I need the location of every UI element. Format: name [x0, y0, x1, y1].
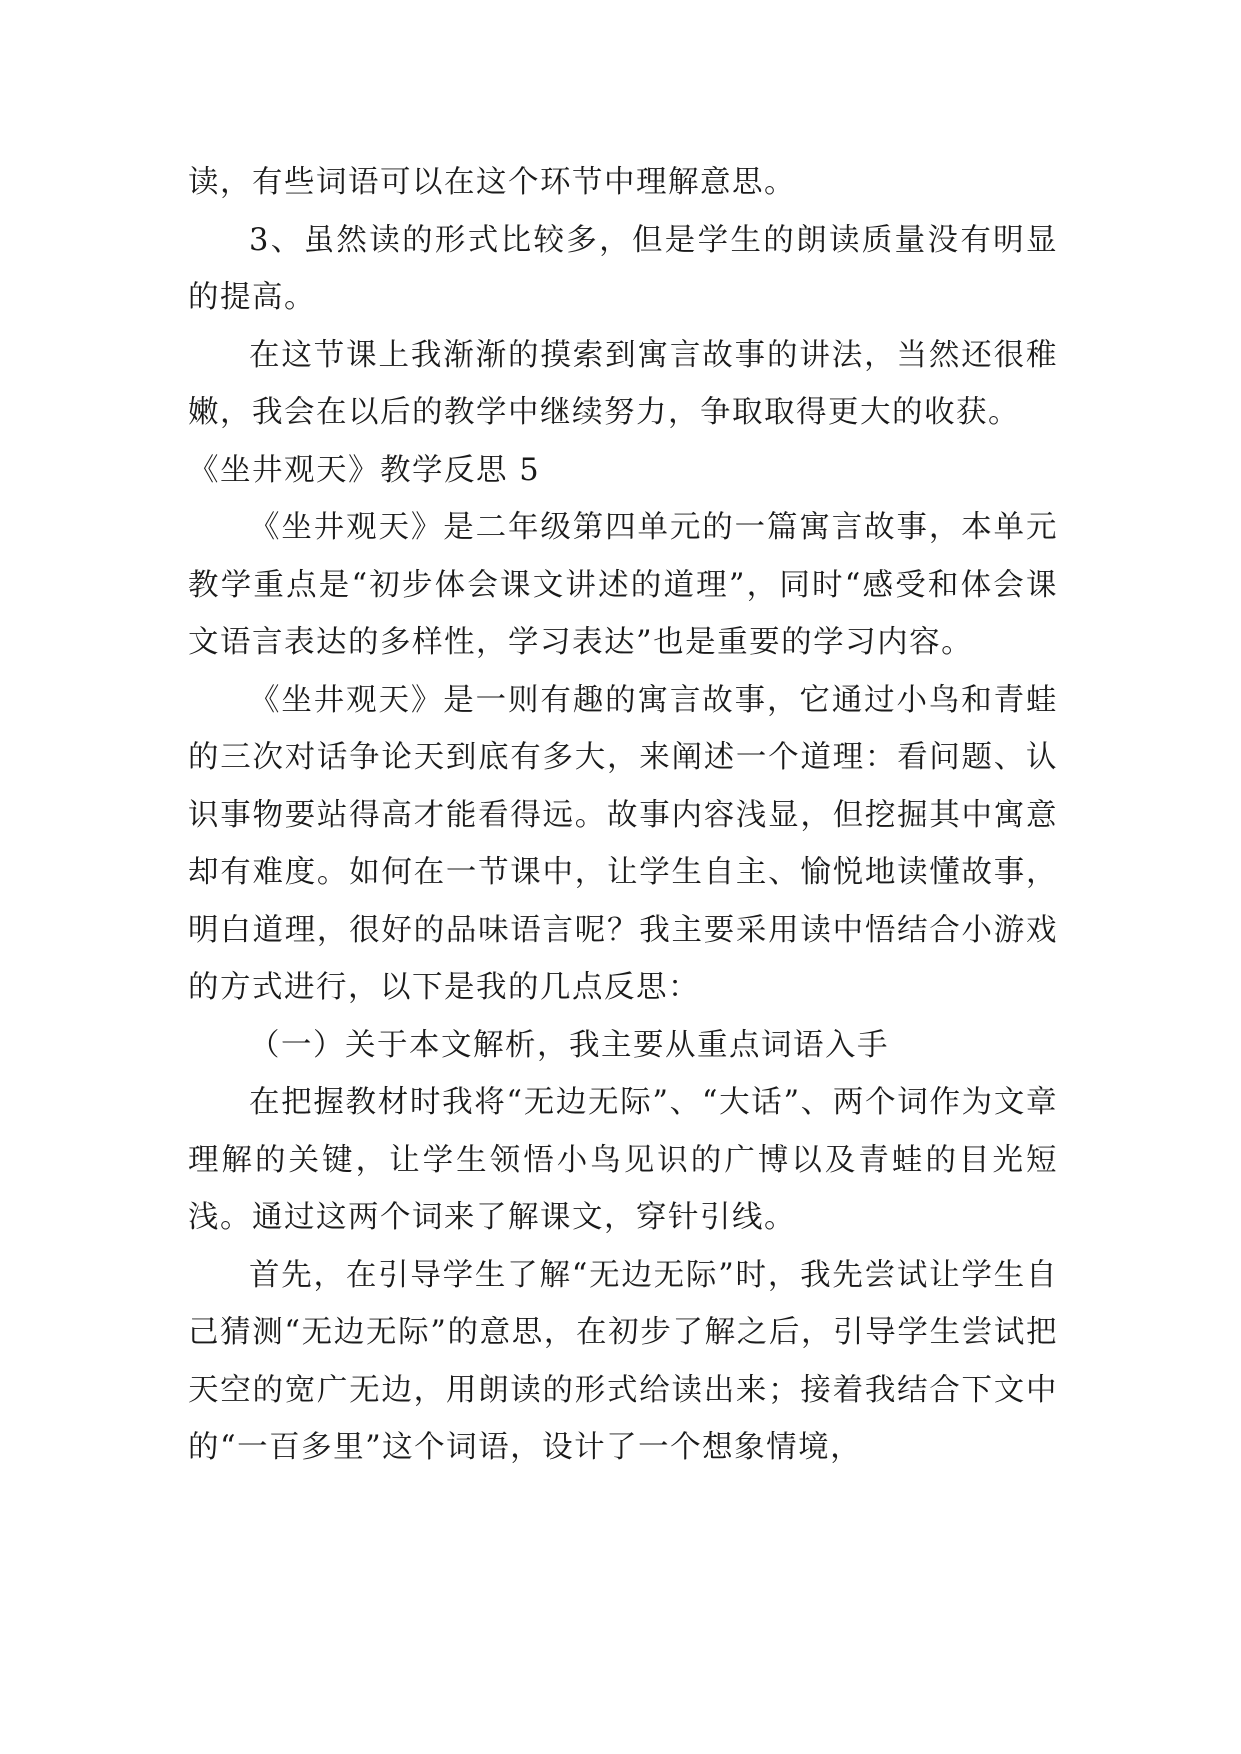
paragraph-summary: 在这节课上我渐渐的摸索到寓言故事的讲法，当然还很稚嫩，我会在以后的教学中继续努力，争取取得更大的收获。 [188, 337, 1058, 430]
section-heading: 《坐井观天》教学反思 5 [188, 452, 541, 488]
paragraph-intro: 《坐井观天》是二年级第四单元的一篇寓言故事，本单元教学重点是“初步体会课文讲述的道理”，同时“感受和体会课文语言表达的多样性，学习表达”也是重要的学习内容。 [188, 510, 1058, 660]
paragraph-continuation: 读，有些词语可以在这个环节中理解意思。 [188, 165, 796, 200]
document-body [188, 154, 1058, 1477]
paragraph-point-3: 3、虽然读的形式比较多，但是学生的朗读质量没有明显的提高。 [188, 222, 1058, 315]
subheading-part-1: （一）关于本文解析，我主要从重点词语入手 [249, 1027, 889, 1063]
paragraph-key-words: 在把握教材时我将“无边无际”、“大话”、两个词作为文章理解的关键，让学生领悟小鸟见识的广博以及青蛙的目光短浅。通过这两个词来了解课文，穿针引线。 [188, 1085, 1058, 1235]
paragraph-story: 《坐井观天》是一则有趣的寓言故事，它通过小鸟和青蛙的三次对话争论天到底有多大，来阐述一个道理：看问题、认识事物要站得高才能看得远。故事内容浅显，但挖掘其中寓意却有难度。如何在一节课中，让学生自主、愉悦地读懂故事，明白道理，很好的品味语言呢？我主要采用读中悟结合小游戏的方式进行，以下是我的几点反思： [188, 682, 1058, 1005]
paragraph-first: 首先，在引导学生了解“无边无际”时，我先尝试让学生自己猜测“无边无际”的意思，在初步了解之后，引导学生尝试把天空的宽广无边，用朗读的形式给读出来；接着我结合下文中的“一百多里”这个词语，设计了一个想象情境， [188, 1257, 1058, 1465]
